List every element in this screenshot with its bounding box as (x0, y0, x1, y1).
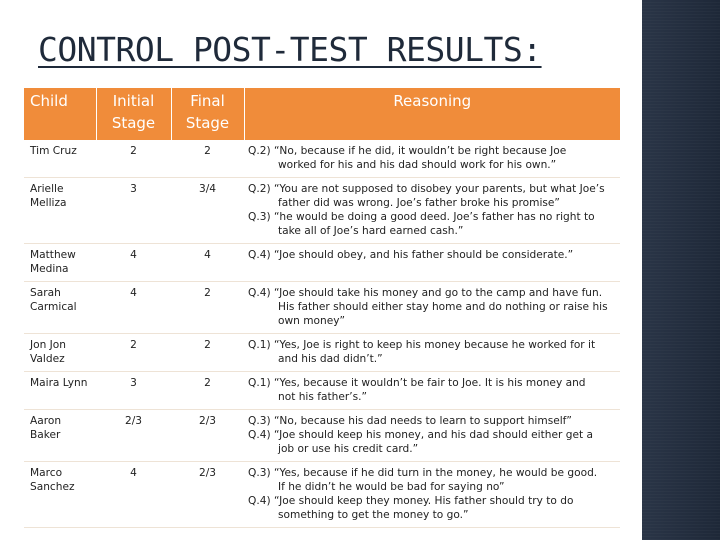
reasoning-line: Q.2) “You are not supposed to disobey your parents, but what Joe’s (248, 183, 605, 195)
table-row (24, 244, 620, 282)
reasoning-line: Q.1) “Yes, Joe is right to keep his money because he worked for it (248, 339, 596, 351)
final-stage-cell: 2 (171, 334, 244, 372)
reasoning-line: Q.4) “Joe should take his money and go to the camp and have fun. (248, 287, 603, 299)
reasoning-line: and his dad didn’t.” (278, 353, 383, 365)
child-name-cell: Sarah Carmical (24, 282, 96, 334)
reasoning-cell (244, 282, 620, 334)
reasoning-cell (244, 140, 620, 178)
table-row (24, 178, 620, 244)
child-name-cell: Maira Lynn (24, 372, 96, 410)
reasoning-line: Q.3) “Yes, because if he did turn in the money, he would be good. (248, 467, 598, 479)
reasoning-cell (244, 334, 620, 372)
reasoning-line: not his father’s.” (278, 391, 367, 403)
reasoning-line: Q.1) “Yes, because it wouldn’t be fair to Joe. It is his money and (248, 377, 586, 389)
reasoning-line: Q.4) “Joe should obey, and his father should be considerate.” (248, 249, 574, 261)
reasoning-line: worked for his and his dad should work for his own.” (278, 159, 557, 171)
reasoning-cell (244, 178, 620, 244)
child-name-cell: Arielle Melliza (24, 178, 96, 244)
reasoning-line: own money” (278, 315, 346, 327)
reasoning-cell (244, 462, 620, 528)
initial-stage-cell: 2 (96, 140, 171, 178)
initial-stage-cell: 2 (96, 334, 171, 372)
table-row (24, 282, 620, 334)
reasoning-cell (244, 372, 620, 410)
table-row (24, 334, 620, 372)
initial-stage-cell: 4 (96, 462, 171, 528)
decorative-side-band (642, 0, 720, 540)
reasoning-line: take all of Joe’s hard earned cash.” (278, 225, 464, 237)
results-table (24, 88, 620, 528)
table-header-row (24, 88, 620, 140)
child-name-cell: Aaron Baker (24, 410, 96, 462)
reasoning-cell (244, 410, 620, 462)
final-stage-cell: 2 (171, 282, 244, 334)
reasoning-line: father did was wrong. Joe’s father broke his promise” (278, 197, 560, 209)
initial-stage-cell: 2/3 (96, 410, 171, 462)
initial-stage-cell: 4 (96, 282, 171, 334)
final-stage-cell: 2/3 (171, 462, 244, 528)
table-row (24, 410, 620, 462)
final-stage-cell: 3/4 (171, 178, 244, 244)
reasoning-line: Q.3) “he would be doing a good deed. Joe’s father has no right to (248, 211, 595, 223)
reasoning-line: His father should either stay home and do nothing or raise his (278, 301, 608, 313)
reasoning-line: Q.3) “No, because his dad needs to learn to support himself” (248, 415, 572, 427)
child-name-cell: Tim Cruz (24, 140, 96, 178)
table-row (24, 462, 620, 528)
table-row (24, 140, 620, 178)
child-name-cell: Matthew Medina (24, 244, 96, 282)
table-body (24, 140, 620, 528)
initial-stage-cell: 3 (96, 178, 171, 244)
column-header-initial-stage: Initial Stage (96, 88, 171, 140)
slide-title: CONTROL POST-TEST RESULTS: (38, 30, 542, 69)
reasoning-cell (244, 244, 620, 282)
child-name-cell: Marco Sanchez (24, 462, 96, 528)
reasoning-line: job or use his credit card.” (278, 443, 419, 455)
final-stage-cell: 2 (171, 372, 244, 410)
reasoning-line: Q.2) “No, because if he did, it wouldn’t be right because Joe (248, 145, 567, 157)
child-name-cell: Jon Jon Valdez (24, 334, 96, 372)
reasoning-line: Q.4) “Joe should keep his money, and his dad should either get a (248, 429, 593, 441)
column-header-final-stage: Final Stage (171, 88, 244, 140)
final-stage-cell: 4 (171, 244, 244, 282)
column-header-reasoning: Reasoning (244, 88, 620, 140)
reasoning-line: something to get the money to go.” (278, 509, 469, 521)
final-stage-cell: 2/3 (171, 410, 244, 462)
reasoning-line: Q.4) “Joe should keep they money. His father should try to do (248, 495, 574, 507)
table-row (24, 372, 620, 410)
initial-stage-cell: 4 (96, 244, 171, 282)
column-header-child: Child (24, 88, 96, 140)
final-stage-cell: 2 (171, 140, 244, 178)
reasoning-line: If he didn’t he would be bad for saying no” (278, 481, 505, 493)
initial-stage-cell: 3 (96, 372, 171, 410)
